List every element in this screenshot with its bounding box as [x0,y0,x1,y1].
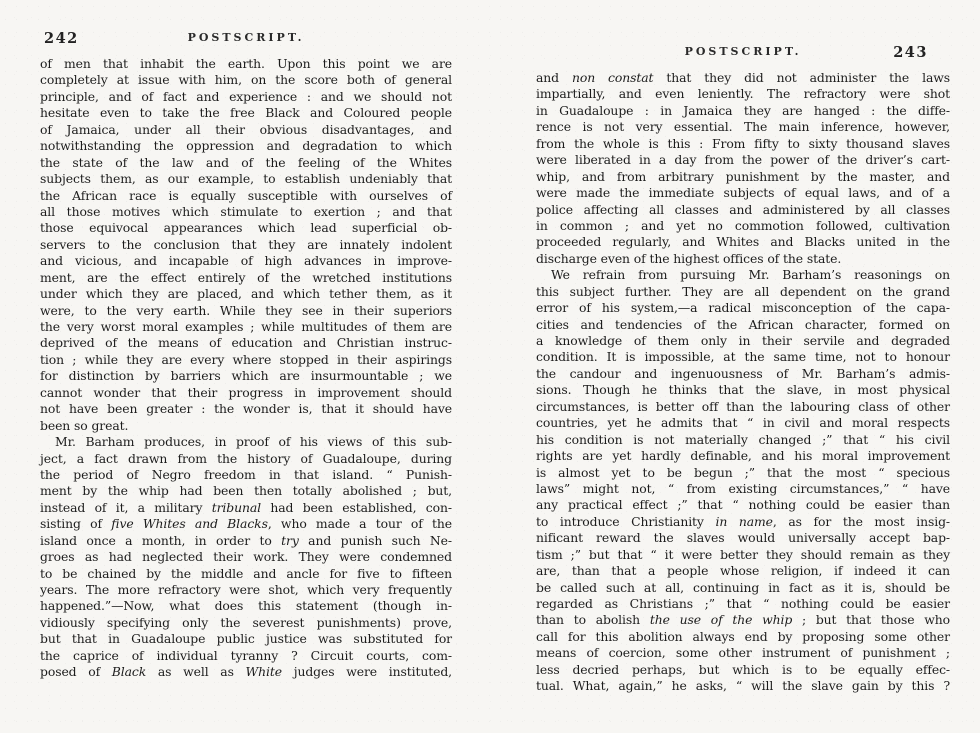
text-line: cannot wonder that their progress in improvement should [40,384,452,400]
text-line: for distinction by barriers which are insurmountable ; we [40,368,452,384]
text-line: principle, and of fact and experience : and we should not [40,88,452,104]
text-line: tion ; while they are every where stopped in their aspirings [40,351,452,367]
text-line: cities and tendencies of the African character, formed on [536,316,950,332]
left-page-number: 242 [44,30,79,47]
text-line: hesitate even to take the free Black and Coloured people [40,105,452,121]
text-line: vidiously specifying only the severest punishments) prove, [40,614,452,630]
text-line: condition. It is impossible, at the same time, not to honour [536,349,950,365]
text-line: completely at issue with him, on the score both of general [40,72,452,88]
text-line: to introduce Christianity in name, as for the most insig- [536,513,950,529]
text-line: rence is not very essential. The main inference, however, [536,119,950,135]
right-page [536,44,950,695]
text-line: We refrain from pursuing Mr. Barham’s reasonings on [551,267,950,283]
text-line: in common ; and yet no commotion followed, cultivation [536,217,950,233]
left-text-column [40,56,452,681]
text-line: rights are yet hardly definable, and his moral improvement [536,448,950,464]
text-line: years. The more refractory were shot, which very frequently [40,582,452,597]
text-line: nificant reward the slaves would universally accept bap- [536,530,950,546]
text-line: sions. Though he thinks that the slave, in most physical [536,382,950,398]
text-line: the period of Negro freedom in that island. “ Punish- [40,466,452,482]
text-line: and non constat that they did not administer the laws [536,70,951,85]
text-line: those equivocal appearances which lead superficial ob- [40,220,452,236]
text-line: is almost yet to be begun ;” that the most “ specious [536,464,950,480]
text-line: posed of Black as well as White judges were instituted, [40,664,452,680]
text-line: police affecting all classes and administered by all classes [536,201,950,217]
text-line: regarded as Christians ;” that “ nothing could be easier [536,596,950,611]
text-line: tual. What, again,” he asks, “ will the slave gain by this ? [536,678,950,694]
text-line: the very worst moral examples ; while multitudes of them are [40,319,452,334]
text-line: notwithstanding the oppression and degradation to which [40,138,452,154]
text-line: but that in Guadaloupe public justice was substituted for [40,631,452,647]
left-page-header [40,30,452,47]
left-page [40,30,452,681]
text-line: means of coercion, some other instrument of punishment ; [536,645,950,661]
text-line: Mr. Barham produces, in proof of his views of this sub- [55,434,452,450]
text-line: sisting of five Whites and Blacks, who made a tour of the [40,516,452,532]
text-line: not have been greater : the wonder is, that it should have [40,401,452,417]
right-page-header [536,44,950,61]
text-line: ment, are the effect entirely of the wretched institutions [40,269,452,285]
text-line: all those motives which stimulate to exertion ; and that [40,203,452,219]
text-line: discharge even of the highest offices of the state. [536,250,842,266]
text-line: under which they are placed, and which tether them, as it [40,286,452,302]
text-line: proceeded regularly, and Whites and Blacks united in the [536,234,950,250]
text-line: call for this abolition always end by proposing some other [536,628,950,644]
text-line: be called such at all, continuing in fact as it is, should be [536,579,950,595]
text-line: of men that inhabit the earth. Upon this point we are [40,56,452,71]
text-line: countries, yet he admits that “ in civil and moral respects [536,415,950,431]
text-line: of Jamaica, under all their obvious disadvantages, and [40,121,452,137]
text-line: tism ;” but that “ it were better they should remain as they [536,546,950,562]
text-line: subjects them, as our example, to establish undeniably that [40,171,452,187]
text-line: circumstances, is better off than the labouring class of other [536,398,950,414]
text-line: ment by the whip had been then totally abolished ; but, [40,483,452,499]
left-running-head: POSTSCRIPT. [187,31,305,44]
right-running-head: POSTSCRIPT. [684,45,802,58]
text-line: were liberated in a day from the power of the driver’s cart- [536,152,950,168]
text-line: happened.”—Now, what does this statement (though in- [40,598,452,614]
text-line: a knowledge of them only in their servile and degraded [536,333,950,348]
text-line: whip, and from arbitrary punishment by the master, and [536,168,950,184]
text-line: were made the immediate subjects of equal laws, and of a [536,185,950,201]
text-line: from the whole is this : From fifty to sixty thousand slaves [536,135,950,151]
text-line: than to abolish the use of the whip ; but that those who [536,612,950,628]
text-line: instead of it, a military tribunal had been established, con- [40,499,452,515]
right-page-number: 243 [893,44,928,61]
text-line: are, than that a people whose religion, if indeed it can [536,563,950,579]
text-line: the state of the law and of the feeling of the Whites [40,154,452,170]
text-line: the caprice of individual tyranny ? Circuit courts, com- [40,647,452,663]
text-line: in Guadaloupe : in Jamaica they are hanged : the diffe- [536,102,950,118]
text-line: been so great. [40,417,129,433]
text-line: ject, a fact drawn from the history of Guadaloupe, during [40,450,452,466]
text-line: servers to the conclusion that they are innately indolent [40,236,452,252]
text-line: and vicious, and incapable of high advances in improve- [40,253,452,269]
text-line: any practical effect ;” that “ nothing could be easier than [536,497,950,513]
text-line: island once a month, in order to try and punish such Ne- [40,532,452,548]
text-line: his condition is not materially changed ;” that “ his civil [536,431,950,447]
right-text-column [536,70,950,695]
text-line: deprived of the means of education and Christian instruc- [40,335,452,351]
text-line: the candour and ingenuousness of Mr. Barham’s admis- [536,365,950,381]
text-line: laws” might not, “ from existing circumstances,” “ have [536,480,950,496]
text-line: the African race is equally susceptible with ourselves of [40,187,452,203]
text-line: error of his system,—a radical misconception of the capa- [536,300,950,316]
text-line: groes as had neglected their work. They were condemned [40,549,452,565]
text-line: were, to the very earth. While they see in their superiors [40,302,452,318]
text-line: this subject further. They are all dependent on the grand [536,283,950,299]
text-line: impartially, and even leniently. The refractory were shot [536,86,950,102]
text-line: less decried perhaps, but which is to be equally effec- [536,661,950,677]
text-line: to be chained by the middle and ancle for five to fifteen [40,565,452,581]
